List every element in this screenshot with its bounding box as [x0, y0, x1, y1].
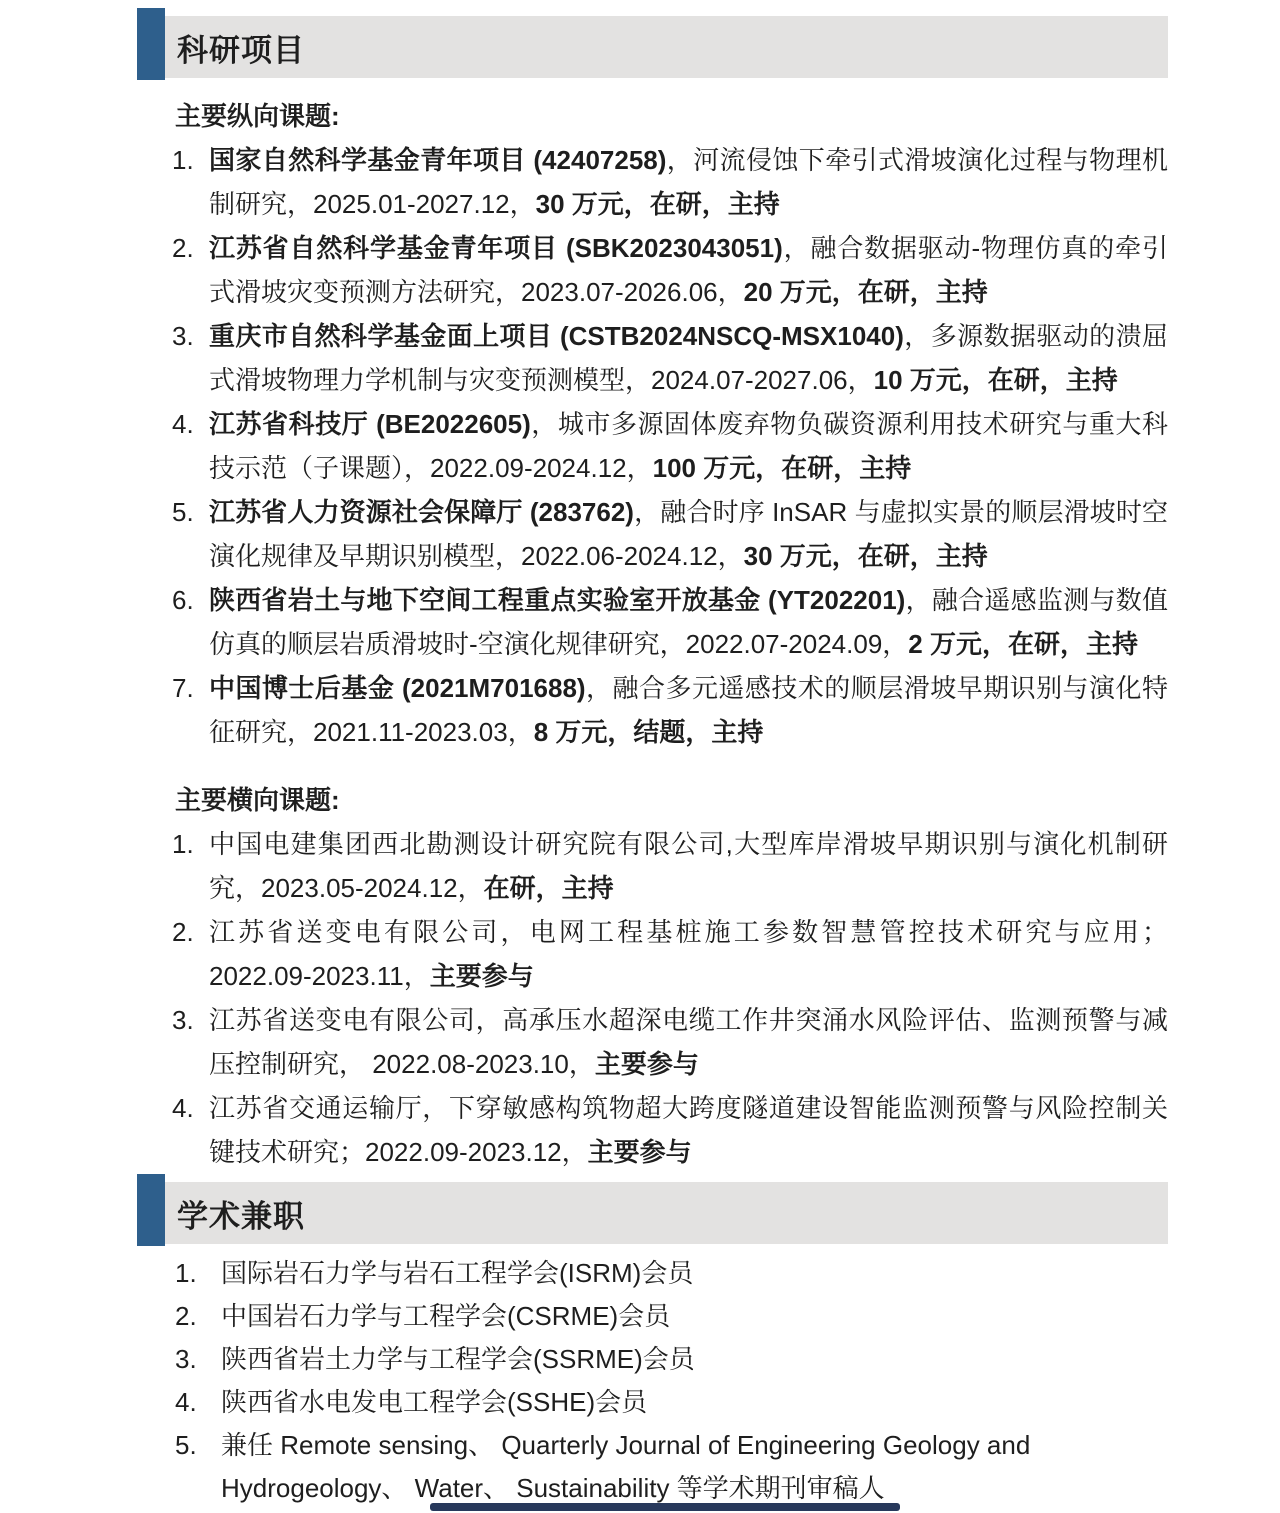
list-item: [172, 578, 1168, 666]
section-accent-bar: [137, 1174, 165, 1246]
horizontal-projects-list: [172, 822, 1168, 1174]
list-item-number: 4.: [172, 409, 194, 439]
section-header-background: [165, 1182, 1168, 1244]
text-segment: ，融合多元遥感技术的顺层滑坡早期识别与演化特征研究，2021.11-2023.03，: [209, 673, 1168, 747]
list-item-number: 7.: [172, 673, 194, 703]
text-segment-bold: 2 万元，在研，主持: [908, 629, 1138, 659]
list-item-number: 1.: [175, 1258, 197, 1288]
home-indicator-bar: [430, 1503, 900, 1511]
list-item-number: 5.: [172, 497, 194, 527]
vertical-projects-list: [172, 138, 1168, 754]
list-item-text: [209, 822, 1168, 910]
text-segment: 中国岩石力学与工程学会(CSRME)会员: [221, 1301, 671, 1331]
list-item: [175, 1381, 1168, 1424]
vertical-projects-heading: 主要纵向课题:: [175, 101, 340, 131]
list-item-number: 2.: [175, 1301, 197, 1331]
list-item-number: 3.: [172, 321, 194, 351]
memberships-list: [175, 1252, 1168, 1510]
list-item-text: [209, 1086, 1168, 1174]
text-segment-bold: 30 万元，在研，主持: [743, 541, 988, 571]
text-segment: 中国电建集团西北勘测设计研究院有限公司,大型库岸滑坡早期识别与演化机制研究，2023.05-2024.12，: [209, 829, 1168, 903]
list-item-number: 1.: [172, 145, 194, 175]
list-item-number: 4.: [175, 1387, 197, 1417]
list-item-text: [209, 998, 1168, 1086]
list-item-text: [221, 1252, 1168, 1295]
list-item-number: 5.: [175, 1430, 197, 1460]
text-segment-bold: 30 万元，在研，主持: [535, 189, 780, 219]
list-item: [175, 1424, 1168, 1510]
list-item-number: 2.: [172, 233, 194, 263]
text-segment-bold: 江苏省科技厅 (BE2022605): [209, 409, 531, 439]
list-item-text: [209, 578, 1168, 666]
list-item-text: [209, 402, 1168, 490]
list-item-text: [209, 138, 1168, 226]
list-item-text: [209, 666, 1168, 754]
text-segment-bold: 江苏省人力资源社会保障厅 (283762): [209, 497, 634, 527]
section-accent-bar: [137, 8, 165, 80]
text-segment: ，城市多源固体废弃物负碳资源利用技术研究与重大科技示范（子课题），2022.09-2024.12，: [209, 409, 1168, 483]
text-segment: ，融合遥感监测与数值仿真的顺层岩质滑坡时-空演化规律研究，2022.07-2024.09，: [209, 585, 1168, 659]
horizontal-projects-heading: 主要横向课题:: [175, 785, 340, 815]
list-item-text: [221, 1381, 1168, 1424]
text-segment: ，融合数据驱动-物理仿真的牵引式滑坡灾变预测方法研究，2023.07-2026.06，: [209, 233, 1168, 307]
section-header-academic-service: [137, 1174, 1168, 1246]
list-item-text: [221, 1295, 1168, 1338]
list-item-number: 4.: [172, 1093, 194, 1123]
list-item-text: [221, 1338, 1168, 1381]
text-segment-bold: 20 万元，在研，主持: [743, 277, 988, 307]
list-item: [172, 666, 1168, 754]
text-segment-bold: 主要参与: [429, 961, 534, 991]
list-item-text: [221, 1424, 1168, 1510]
list-item: [172, 402, 1168, 490]
list-item-number: 3.: [175, 1344, 197, 1374]
list-item-text: [209, 314, 1168, 402]
list-item: [172, 910, 1168, 998]
section-header-research-projects: [137, 8, 1168, 80]
list-item: [175, 1252, 1168, 1295]
text-segment-bold: 在研，主持: [483, 873, 614, 903]
list-item-number: 6.: [172, 585, 194, 615]
list-item-number: 1.: [172, 829, 194, 859]
text-segment-bold: 江苏省自然科学基金青年项目 (SBK2023043051): [209, 233, 783, 263]
list-item: [172, 226, 1168, 314]
list-item: [172, 490, 1168, 578]
list-item-text: [209, 226, 1168, 314]
section-header-background: [165, 16, 1168, 78]
text-segment-bold: 重庆市自然科学基金面上项目 (CSTB2024NSCQ-MSX1040): [209, 321, 904, 351]
list-item-text: [209, 910, 1168, 998]
text-segment-bold: 主要参与: [587, 1137, 692, 1167]
text-segment: ，河流侵蚀下牵引式滑坡演化过程与物理机制研究，2025.01-2027.12，: [209, 145, 1168, 219]
text-segment-bold: 主要参与: [594, 1049, 699, 1079]
text-segment-bold: 100 万元，在研，主持: [652, 453, 912, 483]
list-item: [172, 314, 1168, 402]
text-segment-bold: 国家自然科学基金青年项目 (42407258): [209, 145, 667, 175]
list-item-text: [209, 490, 1168, 578]
text-segment: 兼任 Remote sensing、 Quarterly Journal of Engineering Geology and Hydrogeology、 Water、 Sustainability 等学术期刊审稿人: [221, 1430, 1031, 1503]
text-segment: ，多源数据驱动的溃屈式滑坡物理力学机制与灾变预测模型，2024.07-2027.06，: [209, 321, 1168, 395]
section-title-research-projects: 科研项目: [177, 32, 305, 68]
text-segment: 陕西省岩土力学与工程学会(SSRME)会员: [221, 1344, 695, 1374]
text-segment: 江苏省交通运输厅，下穿敏感构筑物超大跨度隧道建设智能监测预警与风险控制关键技术研究；2022.09-2023.12，: [209, 1093, 1168, 1167]
list-item: [175, 1338, 1168, 1381]
list-item: [172, 998, 1168, 1086]
list-item: [172, 1086, 1168, 1174]
text-segment: 陕西省水电发电工程学会(SSHE)会员: [221, 1387, 648, 1417]
text-segment: 江苏省送变电有限公司，电网工程基桩施工参数智慧管控技术研究与应用；2022.09-2023.11，: [209, 917, 1168, 991]
text-segment-bold: 10 万元，在研，主持: [873, 365, 1118, 395]
text-segment: 国际岩石力学与岩石工程学会(ISRM)会员: [221, 1258, 694, 1288]
text-segment-bold: 陕西省岩土与地下空间工程重点实验室开放基金 (YT202201): [209, 585, 906, 615]
list-item: [175, 1295, 1168, 1338]
text-segment: ，融合时序 InSAR 与虚拟实景的顺层滑坡时空演化规律及早期识别模型，2022.06-2024.12，: [209, 497, 1168, 571]
text-segment: 江苏省送变电有限公司，高承压水超深电缆工作井突涌水风险评估、监测预警与减压控制研究， 2022.08-2023.10，: [209, 1005, 1168, 1079]
list-item-number: 3.: [172, 1005, 194, 1035]
list-item-number: 2.: [172, 917, 194, 947]
list-item: [172, 138, 1168, 226]
section-title-academic-service: 学术兼职: [177, 1198, 305, 1234]
text-segment-bold: 中国博士后基金 (2021M701688): [209, 673, 586, 703]
list-item: [172, 822, 1168, 910]
text-segment-bold: 8 万元，结题，主持: [533, 717, 764, 747]
